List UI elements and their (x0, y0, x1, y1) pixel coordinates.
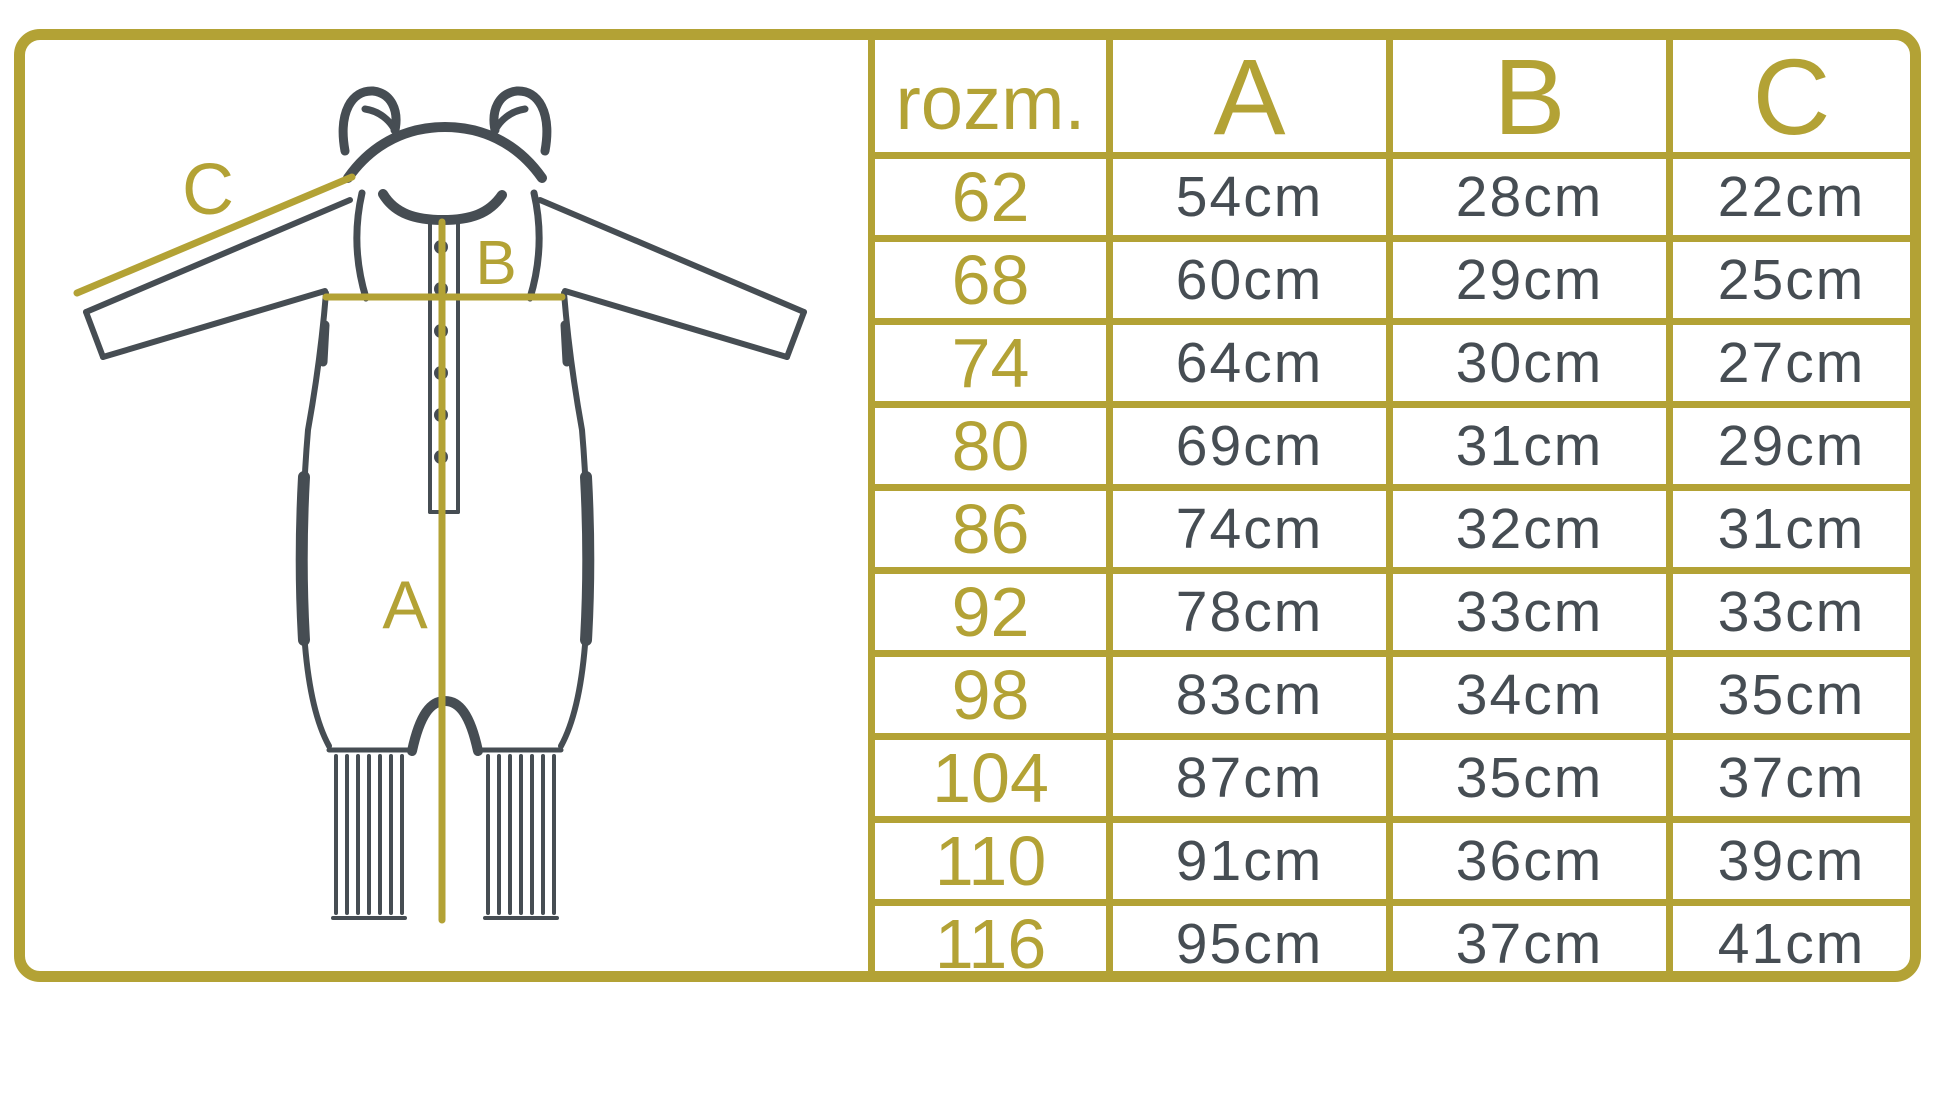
size-cell: 74 (868, 318, 1106, 401)
hood-face-opening-path (383, 194, 502, 220)
header-b: B (1386, 29, 1666, 152)
measurement-b-cell: 35cm (1386, 733, 1666, 816)
size-cell: 92 (868, 567, 1106, 650)
right-sleeve-cuff-edge (787, 312, 804, 357)
measure-label-a: A (382, 567, 428, 643)
measurement-c-cell: 33cm (1666, 567, 1910, 650)
right-sleeve-bottom-edge (565, 291, 787, 357)
size-cell: 104 (868, 733, 1106, 816)
size-cell: 86 (868, 484, 1106, 567)
measurement-a-cell: 69cm (1106, 401, 1386, 484)
measurement-a-cell: 95cm (1106, 899, 1386, 982)
right-armpit-mark (565, 325, 567, 362)
right-pocket-opening (586, 477, 588, 640)
measure-label-b: B (475, 229, 517, 298)
left-pocket-opening (302, 477, 304, 640)
measurement-b-cell: 28cm (1386, 152, 1666, 235)
measurement-c-cell: 22cm (1666, 152, 1910, 235)
hood-top-path (348, 127, 542, 178)
measurement-a-cell: 54cm (1106, 152, 1386, 235)
size-cell: 62 (868, 152, 1106, 235)
size-table (868, 29, 1910, 982)
measurement-b-cell: 32cm (1386, 484, 1666, 567)
left-sleeve-cuff-edge (86, 312, 103, 357)
size-cell: 80 (868, 401, 1106, 484)
measure-label-c: C (182, 150, 234, 230)
measurement-b-cell: 34cm (1386, 650, 1666, 733)
measurement-a-cell: 64cm (1106, 318, 1386, 401)
size-cell: 110 (868, 816, 1106, 899)
right-raglan-seam (530, 193, 539, 298)
measurement-c-cell: 37cm (1666, 733, 1910, 816)
measurement-b-cell: 30cm (1386, 318, 1666, 401)
measurement-a-cell: 74cm (1106, 484, 1386, 567)
measurement-a-cell: 83cm (1106, 650, 1386, 733)
measurement-a-cell: 60cm (1106, 235, 1386, 318)
measurement-b-cell: 37cm (1386, 899, 1666, 982)
measurement-b-cell: 29cm (1386, 235, 1666, 318)
measurement-c-cell: 41cm (1666, 899, 1910, 982)
measurement-b-cell: 33cm (1386, 567, 1666, 650)
measurement-c-cell: 25cm (1666, 235, 1910, 318)
size-cell: 116 (868, 899, 1106, 982)
right-leg-cuff (481, 750, 561, 918)
measurement-c-cell: 27cm (1666, 318, 1910, 401)
size-cell: 98 (868, 650, 1106, 733)
measurement-b-cell: 36cm (1386, 816, 1666, 899)
measurement-a-cell: 91cm (1106, 816, 1386, 899)
measurement-a-cell: 87cm (1106, 733, 1386, 816)
size-cell: 68 (868, 235, 1106, 318)
header-a: A (1106, 29, 1386, 152)
left-sleeve-bottom-edge (103, 291, 325, 357)
measurement-c-cell: 29cm (1666, 401, 1910, 484)
header-size: rozm. (868, 29, 1106, 152)
left-armpit-mark (323, 325, 325, 362)
measurement-c-cell: 39cm (1666, 816, 1910, 899)
left-leg-cuff (329, 750, 409, 918)
left-raglan-seam (357, 193, 366, 298)
measurement-c-cell: 31cm (1666, 484, 1910, 567)
header-c: C (1666, 29, 1910, 152)
measurement-a-cell: 78cm (1106, 567, 1386, 650)
measurement-c-cell: 35cm (1666, 650, 1910, 733)
measurement-b-cell: 31cm (1386, 401, 1666, 484)
